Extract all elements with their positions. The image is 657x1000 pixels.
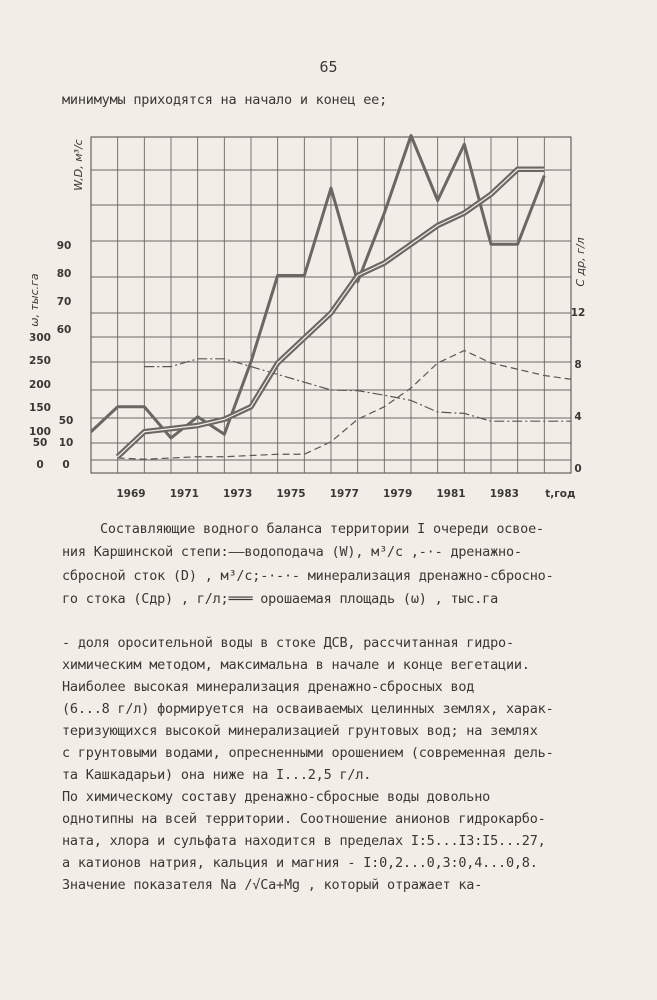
left-tick-label: 200 [29,379,51,391]
left-tick-label: 300 [29,332,51,344]
right-tick-label: 12 [570,307,586,319]
x-tick-label: 1971 [169,488,199,500]
x-tick-label: 1969 [116,488,146,500]
x-tick-label: 1977 [329,488,359,500]
x-tick-label: 1979 [383,488,413,500]
right-axis-ticks [571,307,586,475]
left-tick-label: 60 [56,324,72,336]
left-tick-label: 0 [36,459,44,471]
left-tick-label: 90 [56,240,72,252]
body-line: - доля оросительной воды в стоке ДСВ, рассчитанная гидро- [62,635,514,651]
body-line: ната, хлора и сульфата находится в пределах I:5...I3:I5...27, [62,833,546,849]
body-line: (6...8 г/л) формируется на осваиваемых целинных землях, харак- [62,701,554,717]
x-tick-label: 1983 [489,488,519,500]
left-tick-label: 80 [56,268,72,280]
caption-line-3: сбросной сток (D) , м³/с;-·-·- минерализация дренажно-сбросно- [62,568,554,584]
body-line: Значение показателя Na /√Ca+Mg , который отражает ка- [62,877,483,893]
left-tick-label: 250 [29,355,51,367]
right-tick-label: 8 [574,359,582,371]
left-tick-label: 0 [62,459,70,471]
right-tick-label: 0 [574,463,582,475]
left-tick-label: 50 [58,415,74,427]
left-tick-label: 50 [32,437,48,449]
body-line: химическим методом, максимальна в начале и конце вегетации. [62,657,530,673]
body-line: та Кашкадарьи) она ниже на I...2,5 г/л. [62,767,372,783]
left-tick-label: 150 [29,402,51,414]
x-tick-label: 1975 [276,488,306,500]
intro-text: минимумы приходятся на начало и конец ее; [62,92,388,108]
body-line: По химическому составу дренажно-сбросные воды довольно [62,789,491,805]
series-water-supply-line [91,136,544,439]
right-tick-label: 4 [574,411,582,423]
body-line: с грунтовыми водами, опресненными орошением (современная дель- [62,745,554,761]
body-line: однотипны на всей территории. Соотношение анионов гидрокарбо- [62,811,546,827]
caption-line-1: Составляющие водного баланса территории I очереди освое- [100,521,544,537]
left-tick-label: 70 [56,296,72,308]
left-tick-label: 10 [58,437,74,449]
body-line: а катионов натрия, кальция и магния - I:0,2...0,3:0,4...0,8. [62,855,538,871]
left-axis-label-upper: W,D, м³/с [72,139,85,191]
x-tick-label: 1981 [436,488,466,500]
x-tick-label: t,год [545,488,576,500]
left-tick-label: 100 [29,426,51,438]
right-axis-label: C др, г/л [574,237,587,287]
x-axis-ticks [116,488,575,500]
caption-line-4: го стока (Cдр) , г/л;═══ орошаемая площадь (ω) , тыс.га [62,591,499,607]
body-line: Наиболее высокая минерализация дренажно-сбросных вод [62,679,475,695]
page-number: 65 [319,58,338,76]
x-tick-label: 1973 [223,488,253,500]
caption-line-2: ния Каршинской степи:——водоподача (W), м³/с ,-·- дренажно- [62,544,522,560]
body-line: теризующихся высокой минерализацией грунтовых вод; на землях [62,723,538,739]
left-axis-label-lower: ω, тыс.га [28,273,41,327]
